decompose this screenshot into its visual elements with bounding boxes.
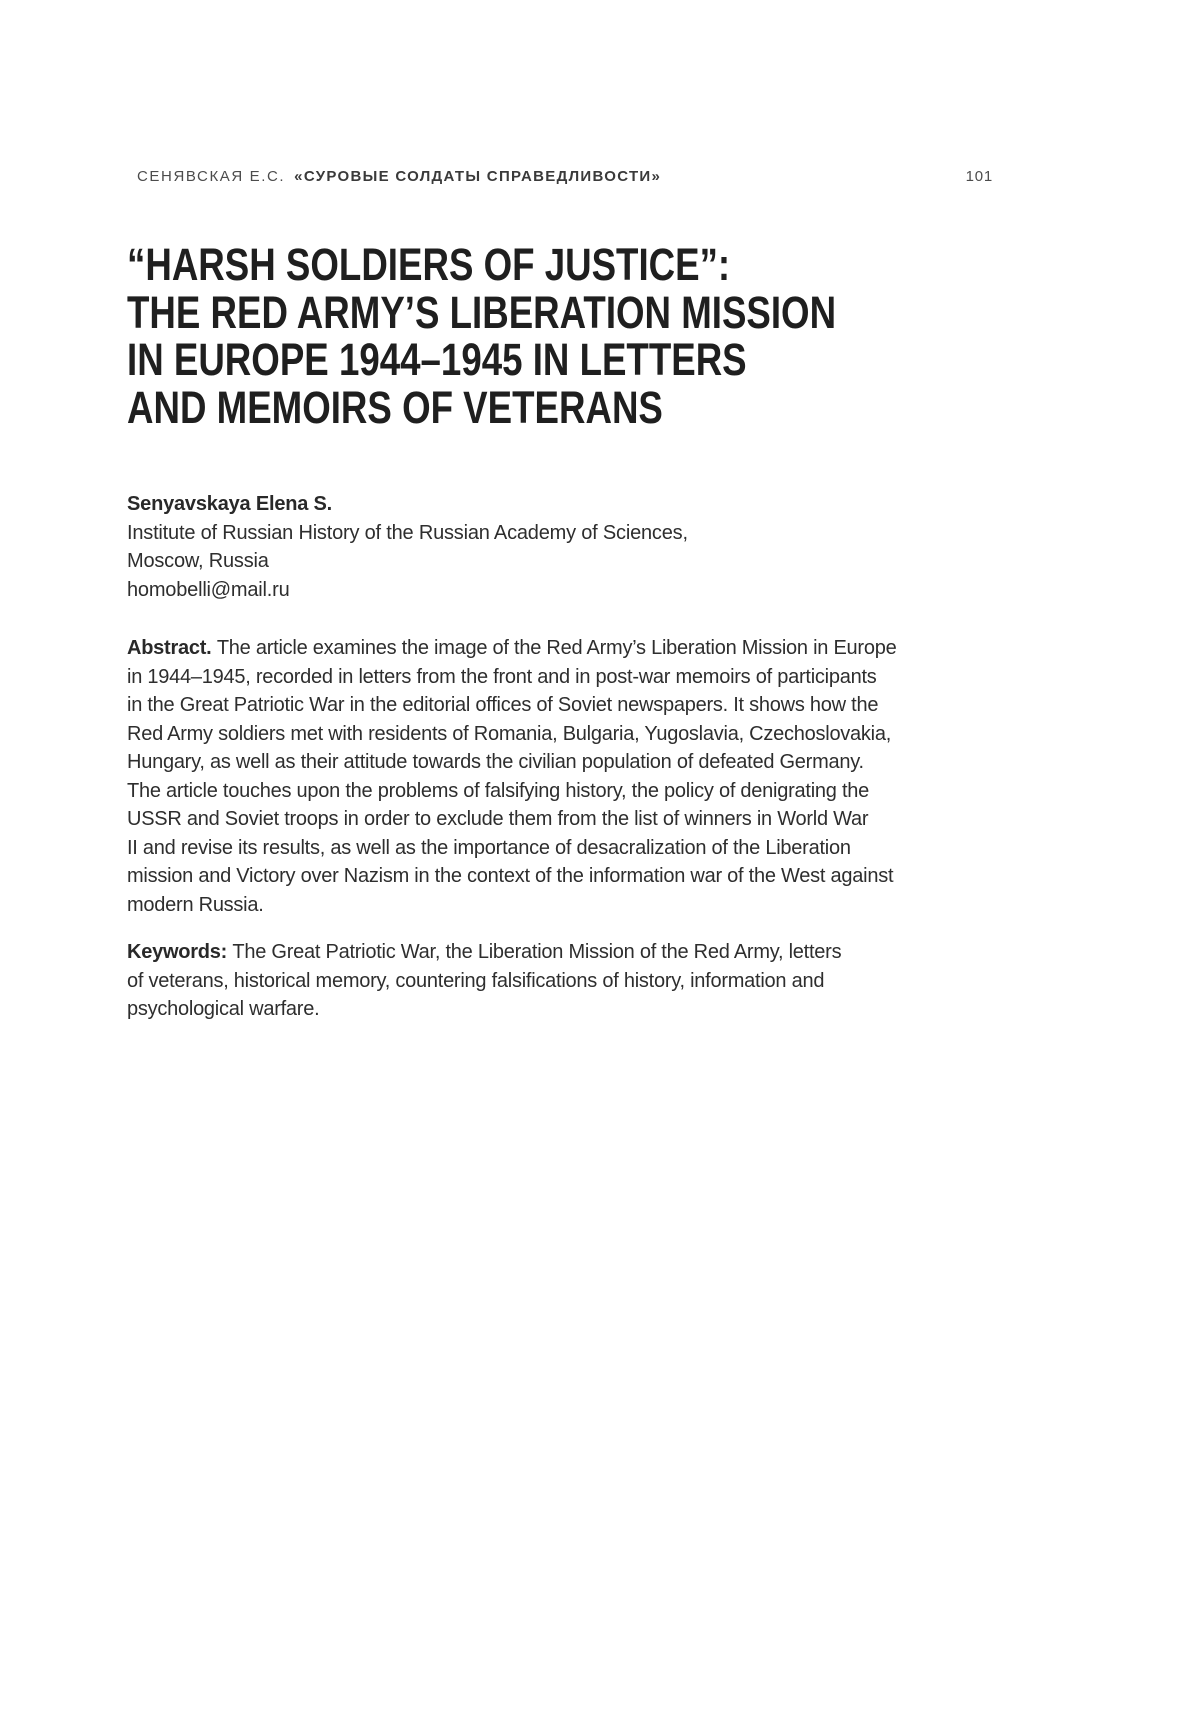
running-header-text	[137, 168, 661, 186]
running-header	[137, 168, 993, 186]
running-header-author: СЕНЯВСКАЯ Е.С.	[137, 168, 286, 185]
author-name: Senyavskaya Elena S.	[127, 493, 333, 515]
keywords-label: Keywords:	[127, 941, 227, 963]
page-number: 101	[965, 168, 993, 185]
author-email: homobelli@mail.ru	[127, 578, 290, 601]
abstract-text: The article examines the image of the Red Army’s Liberation Mission in Europe in 1944–1945, recorded in letters from the front and in post-war memoirs of participants in the Great Patriotic War in the editorial offices of Soviet newspapers. It shows how the Red Army soldiers met with residents of Romania, Bulgaria, Yugoslavia, Czechoslovakia, Hungary, as well as their attitude towards the civilian population of defeated Germany. The article touches upon the problems of falsifying history, the policy of denigrating the USSR and Soviet troops in order to exclude them from the list of winners in World War II and revise its results, as well as the importance of desacralization of the Liberation mission and Victory over Nazism in the context of the information war of the West against modern Russia.	[127, 637, 897, 916]
keywords-text: The Great Patriotic War, the Liberation Mission of the Red Army, letters of veterans, historical memory, countering falsifications of history, information and psychological warfare.	[127, 941, 842, 1020]
keywords-paragraph	[127, 938, 1057, 1024]
article-title: “HARSH SOLDIERS OF JUSTICE”: THE RED ARMY’S LIBERATION MISSION IN EUROPE 1944–1945 IN LETTERS AND MEMOIRS OF VETERANS	[127, 239, 837, 433]
author-block	[127, 490, 688, 604]
author-affiliation: Institute of Russian History of the Russian Academy of Sciences,	[127, 521, 688, 544]
author-location: Moscow, Russia	[127, 550, 269, 572]
running-header-article-title: «СУРОВЫЕ СОЛДАТЫ СПРАВЕДЛИВОСТИ»	[294, 168, 662, 185]
abstract-paragraph	[127, 634, 1057, 919]
abstract-label: Abstract.	[127, 637, 212, 659]
